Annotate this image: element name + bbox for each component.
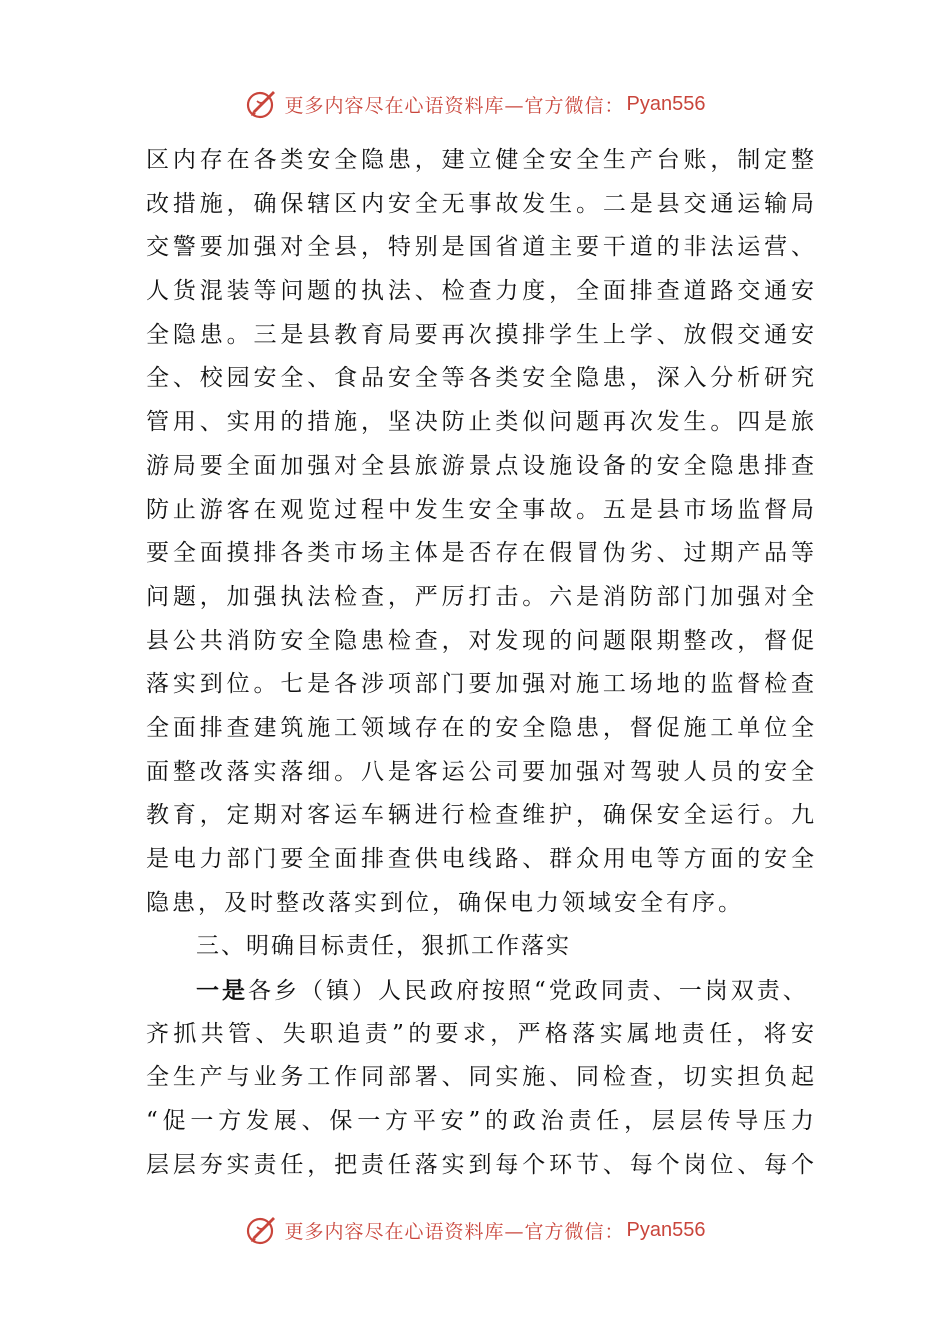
body-line: 全隐患。三是县教育局要再次摸排学生上学、放假交通安 (146, 321, 814, 348)
body-line: “促一方发展、保一方平安”的政治责任，层层传导压力 (146, 1108, 814, 1135)
body-line: 全面排查建筑施工领域存在的安全隐患，督促施工单位全 (146, 714, 814, 741)
body-line: 隐患，及时整改落实到位，确保电力领域安全有序。 (146, 889, 744, 916)
paragraph-lead: 一是 (196, 977, 248, 1005)
body-line: 面整改落实落细。八是客运公司要加强对驾驶人员的安全 (146, 758, 814, 785)
body-line: 人货混装等问题的执法、检查力度，全面排查道路交通安 (146, 278, 814, 305)
body-line: 层层夯实责任，把责任落实到每个环节、每个岗位、每个 (146, 1151, 814, 1178)
body-line: 要全面摸排各类市场主体是否存在假冒伪劣、过期产品等 (146, 540, 814, 567)
pen-logo-icon (245, 87, 279, 121)
document-body (146, 139, 814, 1188)
body-line: 游局要全面加强对全县旅游景点设施设备的安全隐患排查 (146, 452, 814, 479)
body-line: 是电力部门要全面排查供电线路、群众用电等方面的安全 (146, 846, 814, 872)
footer-banner (0, 1210, 950, 1250)
pen-logo-icon (245, 1213, 279, 1247)
body-line: 防止游客在观览过程中发生安全事故。五是县市场监督局 (146, 496, 814, 523)
footer-banner-text: 更多内容尽在心语资料库—官方微信： (284, 1220, 625, 1243)
body-line: 区内存在各类安全隐患，建立健全安全生产台账，制定整 (146, 147, 814, 173)
section-heading: 三、明确目标责任，狠抓工作落实 (196, 933, 571, 960)
body-line: 全生产与业务工作同部署、同实施、同检查，切实担负起 (146, 1064, 814, 1091)
body-line: 齐抓共管、失职追责”的要求，严格落实属地责任，将安 (146, 1020, 814, 1047)
body-line: 全、校园安全、食品安全等各类安全隐患，深入分析研究 (146, 365, 814, 392)
body-line: 落实到位。七是各涉项部门要加强对施工场地的监督检查 (146, 671, 814, 698)
body-line: 管用、实用的措施，坚决防止类似问题再次发生。四是旅 (146, 409, 814, 436)
paragraph-first-line (146, 969, 814, 1013)
body-line: 改措施，确保辖区内安全无事故发生。二是县交通运输局 (146, 190, 814, 217)
body-line: 县公共消防安全隐患检查，对发现的问题限期整改，督促 (146, 627, 814, 654)
header-banner-wechat-id: Pyan556 (626, 92, 706, 115)
header-banner-text: 更多内容尽在心语资料库—官方微信： (284, 94, 625, 117)
footer-banner-wechat-id: Pyan556 (626, 1218, 706, 1241)
header-banner (0, 84, 950, 124)
paragraph-first-rest: 各乡（镇）人民政府按照“党政同责、一岗双责、 (248, 978, 809, 1005)
body-line: 教育，定期对客运车辆进行检查维护，确保安全运行。九 (146, 802, 814, 829)
body-line: 交警要加强对全县，特别是国省道主要干道的非法运营、 (146, 234, 814, 261)
body-line: 问题，加强执法检查，严厉打击。六是消防部门加强对全 (146, 583, 814, 610)
